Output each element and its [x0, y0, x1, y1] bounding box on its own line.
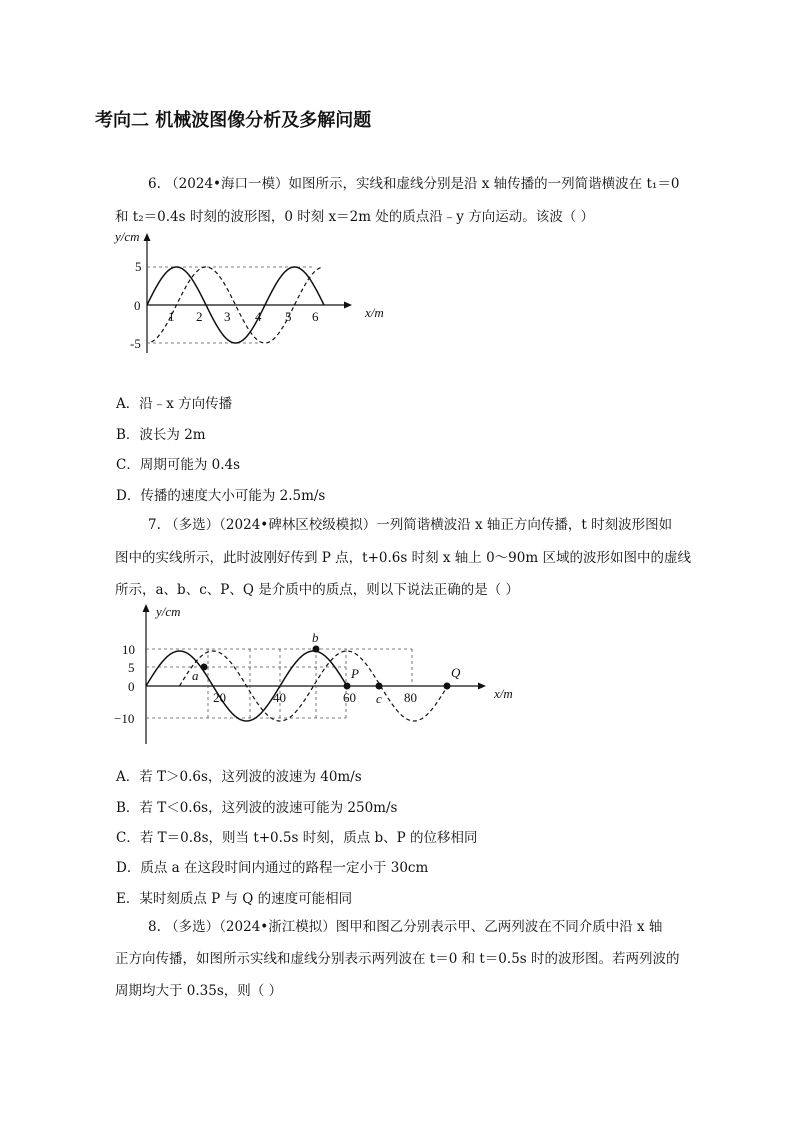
- q6-y-label: y/cm: [115, 229, 140, 244]
- q7-option-a: A．若 T＞0.6s，这列波的波速为 40m/s: [116, 769, 362, 785]
- q7-x-axis-arrow: [478, 683, 486, 690]
- q7-label-c: c: [376, 691, 382, 706]
- q6-y-tick-minus5: -5: [130, 336, 141, 351]
- q7-label-b: b: [312, 630, 319, 645]
- section-title: 考向二 机械波图像分析及多解问题: [95, 110, 372, 131]
- q7-point-p: [344, 683, 351, 690]
- q7-y-tick-0: 0: [128, 679, 135, 694]
- q6-y-tick-5: 5: [135, 259, 142, 274]
- q8-stem-line1: 8. （多选）（2024•浙江模拟）图甲和图乙分别表示甲、乙两列波在不同介质中沿 x 轴: [148, 919, 663, 935]
- q7-point-a: [201, 664, 208, 671]
- q6-x-label: x/m: [365, 305, 384, 320]
- q6-x-tick-1: 1: [168, 309, 175, 324]
- q7-option-c: C．若 T＝0.8s，则当 t+0.5s 时刻，质点 b、P 的位移相同: [116, 830, 478, 846]
- q7-y-tick-5: 5: [128, 660, 135, 675]
- q7-y-label: y/cm: [156, 604, 181, 619]
- q6-option-c: C．周期可能为 0.4s: [116, 457, 241, 473]
- q7-point-q: [444, 683, 451, 690]
- q6-option-b: B．波长为 2m: [116, 427, 206, 443]
- q7-point-c: [376, 683, 383, 690]
- q7-x-tick-40: 40: [273, 690, 286, 705]
- q7-x-tick-60: 60: [343, 690, 356, 705]
- q7-stem-line2: 图中的实线所示，此时波刚好传到 P 点，t+0.6s 时刻 x 轴上 0～90m 区域的波形如图中的虚线: [115, 550, 691, 566]
- q6-x-tick-4: 4: [255, 309, 262, 324]
- q7-option-d: D．质点 a 在这段时间内通过的路程一定小于 30cm: [116, 860, 429, 876]
- q7-wave-figure: [110, 596, 530, 748]
- q6-x-axis-arrow: [344, 302, 352, 309]
- q7-y-axis-arrow: [143, 604, 150, 612]
- q7-x-tick-80: 80: [404, 690, 417, 705]
- q7-x-tick-20: 20: [213, 690, 226, 705]
- q6-option-a: A．沿﹣x 方向传播: [116, 396, 233, 412]
- q6-x-tick-5: 5: [285, 309, 292, 324]
- q7-label-a: a: [192, 668, 199, 683]
- q6-option-d: D．传播的速度大小可能为 2.5m/s: [116, 488, 326, 504]
- q7-y-tick-10: 10: [122, 642, 135, 657]
- q6-y-axis-arrow: [144, 233, 151, 241]
- q7-option-e: E．某时刻质点 P 与 Q 的速度可能相同: [116, 891, 353, 907]
- q6-stem-line1: 6. （2024•海口一模）如图所示，实线和虚线分别是沿 x 轴传播的一列简谐横波在 t₁＝0: [148, 176, 680, 192]
- q6-wave-figure: [110, 225, 400, 365]
- q7-y-tick-minus10: −10: [114, 711, 135, 726]
- q7-stem-line3: 所示，a、b、c、P、Q 是介质中的质点，则以下说法正确的是（ ）: [115, 582, 519, 598]
- q6-x-tick-3: 3: [224, 309, 231, 324]
- q8-stem-line2: 正方向传播，如图所示实线和虚线分别表示两列波在 t＝0 和 t＝0.5s 时的波形图。若两列波的: [115, 951, 680, 967]
- q7-point-b: [313, 646, 320, 653]
- q8-stem-line3: 周期均大于 0.35s，则（ ）: [115, 983, 283, 999]
- q6-origin-label: 0: [134, 298, 141, 313]
- q7-option-b: B．若 T＜0.6s，这列波的波速可能为 250m/s: [116, 800, 398, 816]
- q7-stem-line1: 7. （多选）（2024•碑林区校级模拟）一列简谐横波沿 x 轴正方向传播，t 时刻波形图如: [148, 517, 673, 533]
- q7-label-q: Q: [451, 665, 461, 680]
- q6-x-tick-2: 2: [196, 309, 203, 324]
- q6-x-tick-6: 6: [312, 309, 319, 324]
- q7-label-p: P: [351, 666, 359, 681]
- q7-x-label: x/m: [494, 686, 513, 701]
- q6-stem-line2: 和 t₂＝0.4s 时刻的波形图，0 时刻 x＝2m 处的质点沿﹣y 方向运动。该波（ ）: [115, 209, 594, 225]
